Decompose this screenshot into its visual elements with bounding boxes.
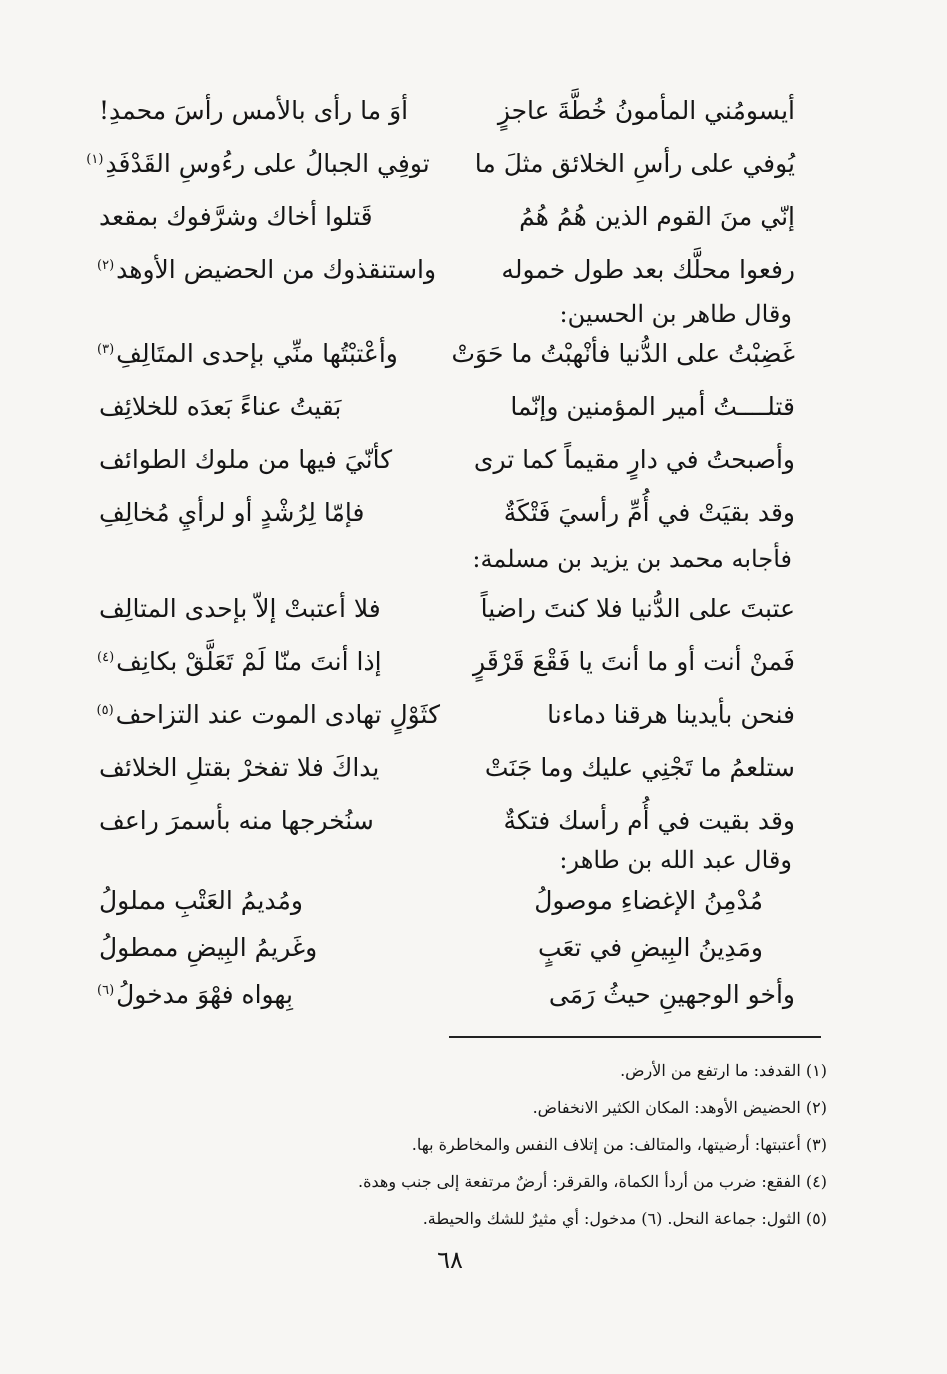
verse-line bbox=[95, 582, 795, 635]
footnote: (٤) الفقع: ضرب من أردأ الكماة، والقرقر: أرضٌ مرتفعة إلى جنب وهدة. bbox=[358, 1172, 827, 1191]
verse-line bbox=[95, 794, 795, 847]
footnote-ref: (٥) bbox=[96, 703, 114, 718]
hemistich-first: مُدْمِنُ الإغضاءِ موصولُ bbox=[534, 886, 763, 915]
poem-block-1 bbox=[86, 84, 795, 296]
footnote-ref: (٦) bbox=[97, 983, 115, 998]
hemistich-second: كثَوْلٍ تهادى الموت عند التزاحف$^{(٥)}$ bbox=[96, 700, 440, 729]
hemistich-first: فنحن بأيدينا هرقنا دماءنا bbox=[547, 700, 795, 729]
verse-line bbox=[95, 971, 795, 1018]
hemistich-first: وقد بقيت في أُم رأسك فتكةٌ bbox=[503, 806, 795, 835]
section-heading: وقال عبد الله بن طاهر: bbox=[559, 846, 792, 874]
hemistich-first: وأخو الوجهينِ حيثُ رَمَى bbox=[548, 980, 795, 1009]
verse-line bbox=[95, 741, 795, 794]
verse-line bbox=[95, 635, 795, 688]
verse-line bbox=[95, 688, 795, 741]
verse-line bbox=[95, 380, 795, 433]
poem-block-4 bbox=[95, 877, 795, 1018]
section-heading: وقال طاهر بن الحسين: bbox=[559, 300, 792, 328]
hemistich-first: إنّي منَ القوم الذين هُمُ هُمُ bbox=[519, 202, 795, 231]
verse-line bbox=[95, 84, 795, 137]
verse-line bbox=[95, 327, 795, 380]
footnote: (٣) أعتبتها: أرضيتها، والمتالف: من إتلاف النفس والمخاطرة بها. bbox=[411, 1135, 827, 1154]
footnote: (٢) الحضيض الأوهد: المكان الكثير الانخفاض. bbox=[532, 1098, 827, 1117]
hemistich-second: يداكَ فلا تفخرْ بقتلِ الخلائف bbox=[99, 753, 380, 782]
hemistich-second: بَقيتُ عناءً بَعدَه للخلائِف bbox=[99, 392, 342, 421]
hemistich-first: وأصبحتُ في دارٍ مقيماً كما ترى bbox=[473, 445, 795, 474]
footnote-ref: (١) bbox=[86, 152, 104, 167]
hemistich-first: قتلــــتُ أمير المؤمنين وإنّما bbox=[510, 392, 795, 421]
footnote-ref: (٣) bbox=[97, 342, 115, 357]
hemistich-second: كأنّيَ فيها من ملوك الطوائف bbox=[99, 445, 393, 474]
hemistich-first: ومَدِينُ البِيضِ في تعَبٍ bbox=[537, 933, 763, 962]
section-heading: فأجابه محمد بن يزيد بن مسلمة: bbox=[472, 545, 792, 573]
verse-line bbox=[95, 877, 795, 924]
hemistich-first: فَمنْ أنت أو ما أنتَ يا فَقْعَ قَرْقَرٍ bbox=[473, 647, 795, 676]
footnote: (١) القدفد: ما ارتفع من الأرض. bbox=[620, 1061, 827, 1080]
hemistich-second: فلا أعتبتْ إلاّ بإحدى المتالِف bbox=[99, 594, 381, 623]
hemistich-first: ستلعمُ ما تَجْنِي عليك وما جَنَتْ bbox=[484, 753, 795, 782]
hemistich-first: غَضِبْتُ على الدُّنيا فأنْهبْتُ ما حَوَتْ bbox=[451, 339, 795, 368]
footnote-ref: (٢) bbox=[97, 258, 115, 273]
footnote: (٥) الثول: جماعة النحل. (٦) مدخول: أي مثيرٌ للشك والحيطة. bbox=[422, 1209, 827, 1228]
hemistich-second: توفِي الجبالُ على رءُوسِ القَدْفَدِ$^{(١)}$ bbox=[86, 149, 430, 178]
verse-line bbox=[95, 433, 795, 486]
page-number: ٦٨ bbox=[437, 1246, 463, 1274]
hemistich-second: بِهواه فهْوَ مدخولُ$^{(٦)}$ bbox=[97, 980, 293, 1009]
poem-block-3 bbox=[95, 582, 795, 847]
hemistich-second: إذا أنتَ منّا لَمْ تَعَلَّقْ بكانِف$^{(٤)}$ bbox=[97, 647, 382, 676]
verse-line bbox=[95, 190, 795, 243]
verse-line bbox=[95, 486, 795, 539]
poem-block-2 bbox=[95, 327, 795, 539]
hemistich-second: قَتلوا أخاك وشرَّفوك بمقعد bbox=[99, 202, 373, 231]
verse-line bbox=[95, 924, 795, 971]
verse-line bbox=[95, 243, 795, 296]
hemistich-second: واستنقذوك من الحضيض الأوهد$^{(٢)}$ bbox=[97, 255, 437, 284]
hemistich-second: سنُخرجها منه بأسمرَ راعف bbox=[99, 806, 374, 835]
hemistich-second: أوَ ما رأى بالأمس رأسَ محمدِ! bbox=[99, 96, 409, 125]
hemistich-first: يُوفي على رأسِ الخلائق مثلَ ما bbox=[474, 149, 795, 178]
hemistich-second: وغَريمُ البِيضِ ممطولُ bbox=[99, 933, 318, 962]
verse-line bbox=[86, 137, 795, 190]
footnote-separator bbox=[449, 1036, 821, 1038]
footnotes bbox=[127, 1052, 827, 1237]
hemistich-second: فإمّا لِرُشْدٍ أو لرأيِ مُخالِفِ bbox=[99, 498, 365, 527]
hemistich-second: ومُديمُ العَتْبِ مملولُ bbox=[99, 886, 303, 915]
hemistich-second: وأعْتبْتُها منِّي بإحدى المتَالِفِ$^{(٣)}$ bbox=[97, 339, 398, 368]
footnote-ref: (٤) bbox=[97, 650, 115, 665]
hemistich-first: أيسومُني المأمونُ خُطَّةَ عاجزٍ bbox=[497, 96, 795, 125]
hemistich-first: عتبتَ على الدُّنيا فلا كنتَ راضياً bbox=[480, 594, 795, 623]
hemistich-first: وقد بقيَتْ في أُمِّ رأسيَ فَتْكَةٌ bbox=[503, 498, 795, 527]
hemistich-first: رفعوا محلَّك بعد طول خموله bbox=[501, 255, 795, 284]
